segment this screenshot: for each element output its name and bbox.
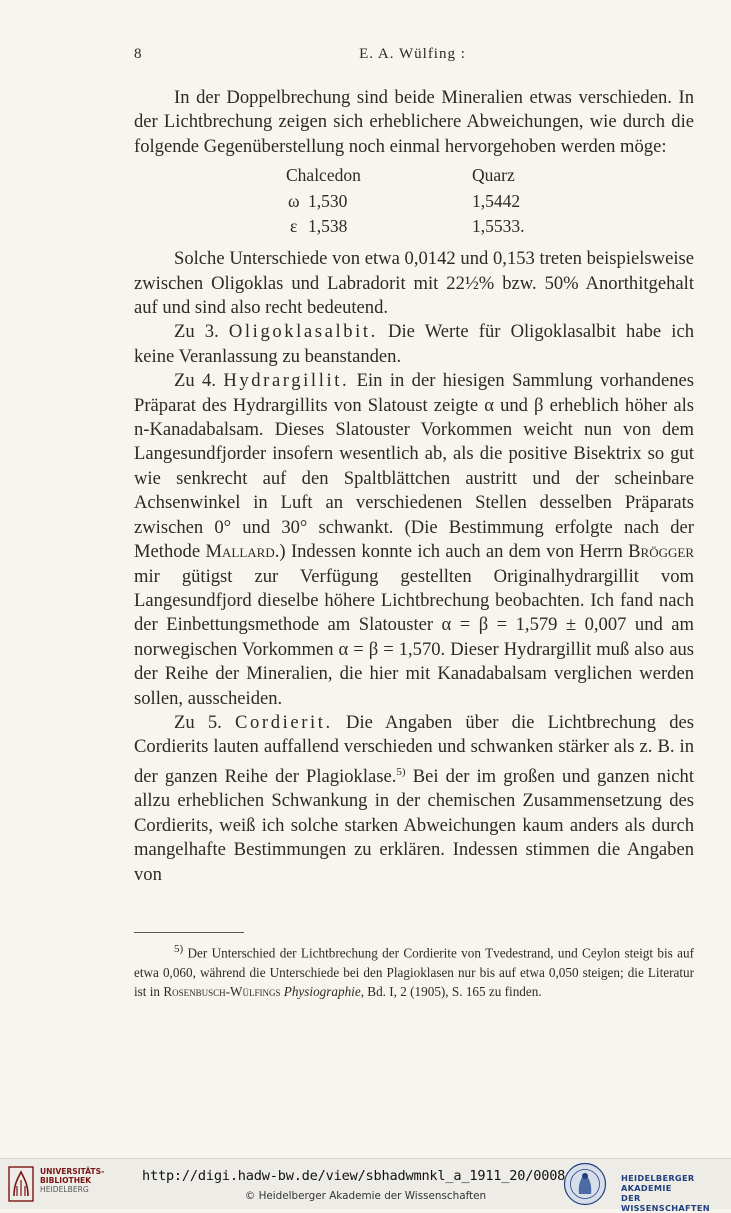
viewer-footer <box>0 1158 731 1213</box>
footnote-text: Der Unterschied der Lichtbrechung der Cordierite von Tvedestrand, und Ceylon steigt bis auf etwa 0,060, während die Unterschiede bei den Plagioklasen nur bis auf etwa 0,050 steigen; die Literatur ist in <box>134 945 695 999</box>
table-symbol-omega: ω <box>288 191 300 212</box>
section-heading-hydrargillit: Hydrargillit. <box>223 370 350 392</box>
paragraph-text: ) Indessen konnte ich auch an dem von Herrn <box>279 541 623 563</box>
library-name-line: BIBLIOTHEK <box>40 1176 92 1185</box>
academy-name-line: DER WISSENSCHAFTEN <box>621 1193 710 1213</box>
paragraph-text: Die Werte für Oligoklasalbit habe ich keine Veranlassung zu beanstanden. <box>134 321 695 367</box>
footnote-marker: 5) <box>174 943 184 955</box>
paragraph-hydrargillit <box>134 369 694 711</box>
section-number: Zu 3. <box>174 321 219 343</box>
footnote-author: Rosenbusch-Wülfings <box>163 983 281 999</box>
author-name-mallard: Mallard. <box>205 541 280 563</box>
footnote-work-title: Physiographie <box>283 983 361 999</box>
section-heading-oligoklasalbit: Oligoklasalbit. <box>228 321 378 343</box>
paragraph-unterschiede: Solche Unterschiede von etwa 0,0142 und 0,153 treten beispielsweise zwischen Oligoklas und Labradorit mit 22½% bzw. 50% Anorthitgehalt auf und sind also recht bedeutend. <box>134 248 694 319</box>
paragraph-text: Bei der im großen und ganzen nicht allzu erheblichen Schwankung in der chemischen Zusammensetzung des Cordierits, weiß ich solche starken Abweichungen kaum anders als durch mangelhafte Bestimmungen zu erklären. Indessen stimmen die Angaben von <box>134 765 695 885</box>
footnote-separator <box>134 932 244 933</box>
footnote <box>134 940 694 1001</box>
paragraph-cordierit <box>134 711 694 887</box>
academy-name-line: HEIDELBERGER AKADEMIE <box>621 1173 695 1193</box>
table-cell-quarz-epsilon: 1,5533. <box>472 216 525 237</box>
table-header-quarz: Quarz <box>472 165 515 186</box>
page-number: 8 <box>134 46 143 62</box>
paragraph-text: Ein in der hiesigen Sammlung vorhandenes Präparat des Hydrargillits von Slatoust zeigte α und β erheblich höher als n-Kanadabalsam. Dieses Slatouster Vorkommen weicht nun von dem Langesundfjorder insofern wesentlich ab, als die positive Bisektrix so gut wie senkrecht auf den Spaltblättchen austritt und der scheinbare Achsenwinkel in Luft an verschiedenen Stellen desselben Präparats zwischen 0° und 30° schwankt. (Die Bestimmung erfolgte nach der Methode <box>134 370 694 563</box>
library-name-line: UNIVERSITÄTS- <box>40 1167 105 1176</box>
paragraph-doppelbrechung: In der Doppelbrechung sind beide Mineralien etwas verschieden. In der Lichtbrechung zeigen sich erheblichere Abweichungen, wie durch die folgende Gegenüberstellung noch einmal hervorgehoben werden möge: <box>134 87 694 157</box>
permalink-url[interactable]: http://digi.hadw-bw.de/view/sbhadwmnkl_a_1911_20/0008 <box>142 1168 566 1184</box>
section-number: Zu 5. <box>174 711 222 733</box>
footnote-text: , Bd. I, 2 (1905), S. 165 zu finden. <box>360 983 542 999</box>
body-text <box>134 86 694 887</box>
section-number: Zu 4. <box>174 370 216 392</box>
table-header-chalcedon: Chalcedon <box>286 165 361 186</box>
running-title: E. A. Wülfing : <box>359 46 466 62</box>
paragraph-text: Die Angaben über die Lichtbrechung des Cordierits lauten auffallend verschieden und schwanken stärker als z. B. in der ganzen Reihe der Plagioklase. <box>134 711 694 787</box>
academy-seal-icon[interactable] <box>563 1162 607 1206</box>
copyright-notice: © Heidelberger Akademie der Wissenschaften <box>244 1190 487 1202</box>
academy-name <box>621 1173 731 1213</box>
refraction-table <box>134 163 694 247</box>
author-name-broegger: Brögger <box>628 541 694 563</box>
section-heading-cordierit: Cordierit. <box>235 711 333 733</box>
table-cell-chalcedon-epsilon: 1,538 <box>308 216 348 237</box>
table-cell-quarz-omega: 1,5442 <box>472 191 521 212</box>
paragraph-text: mir gütigst zur Verfügung gestellten Originalhydrargillit vom Langesundfjord dieselbe höhere Lichtbrechung beobachten. Ich fand nach der Einbettungsmethode am Slatouster α = β = 1,579 ± 0,007 und am norwegischen Vorkommen α = β = 1,570. Dieser Hydrargillit muß also aus der Reihe der Mineralien, die hier mit Kanadabalsam verglichen werden sollen, ausscheiden. <box>134 565 694 709</box>
paragraph-oligoklasalbit <box>134 320 694 369</box>
table-cell-chalcedon-omega: 1,530 <box>308 191 348 212</box>
table-symbol-epsilon: ε <box>290 216 298 237</box>
library-name-line: HEIDELBERG <box>40 1185 89 1194</box>
footnote-reference[interactable]: 5) <box>396 765 406 778</box>
